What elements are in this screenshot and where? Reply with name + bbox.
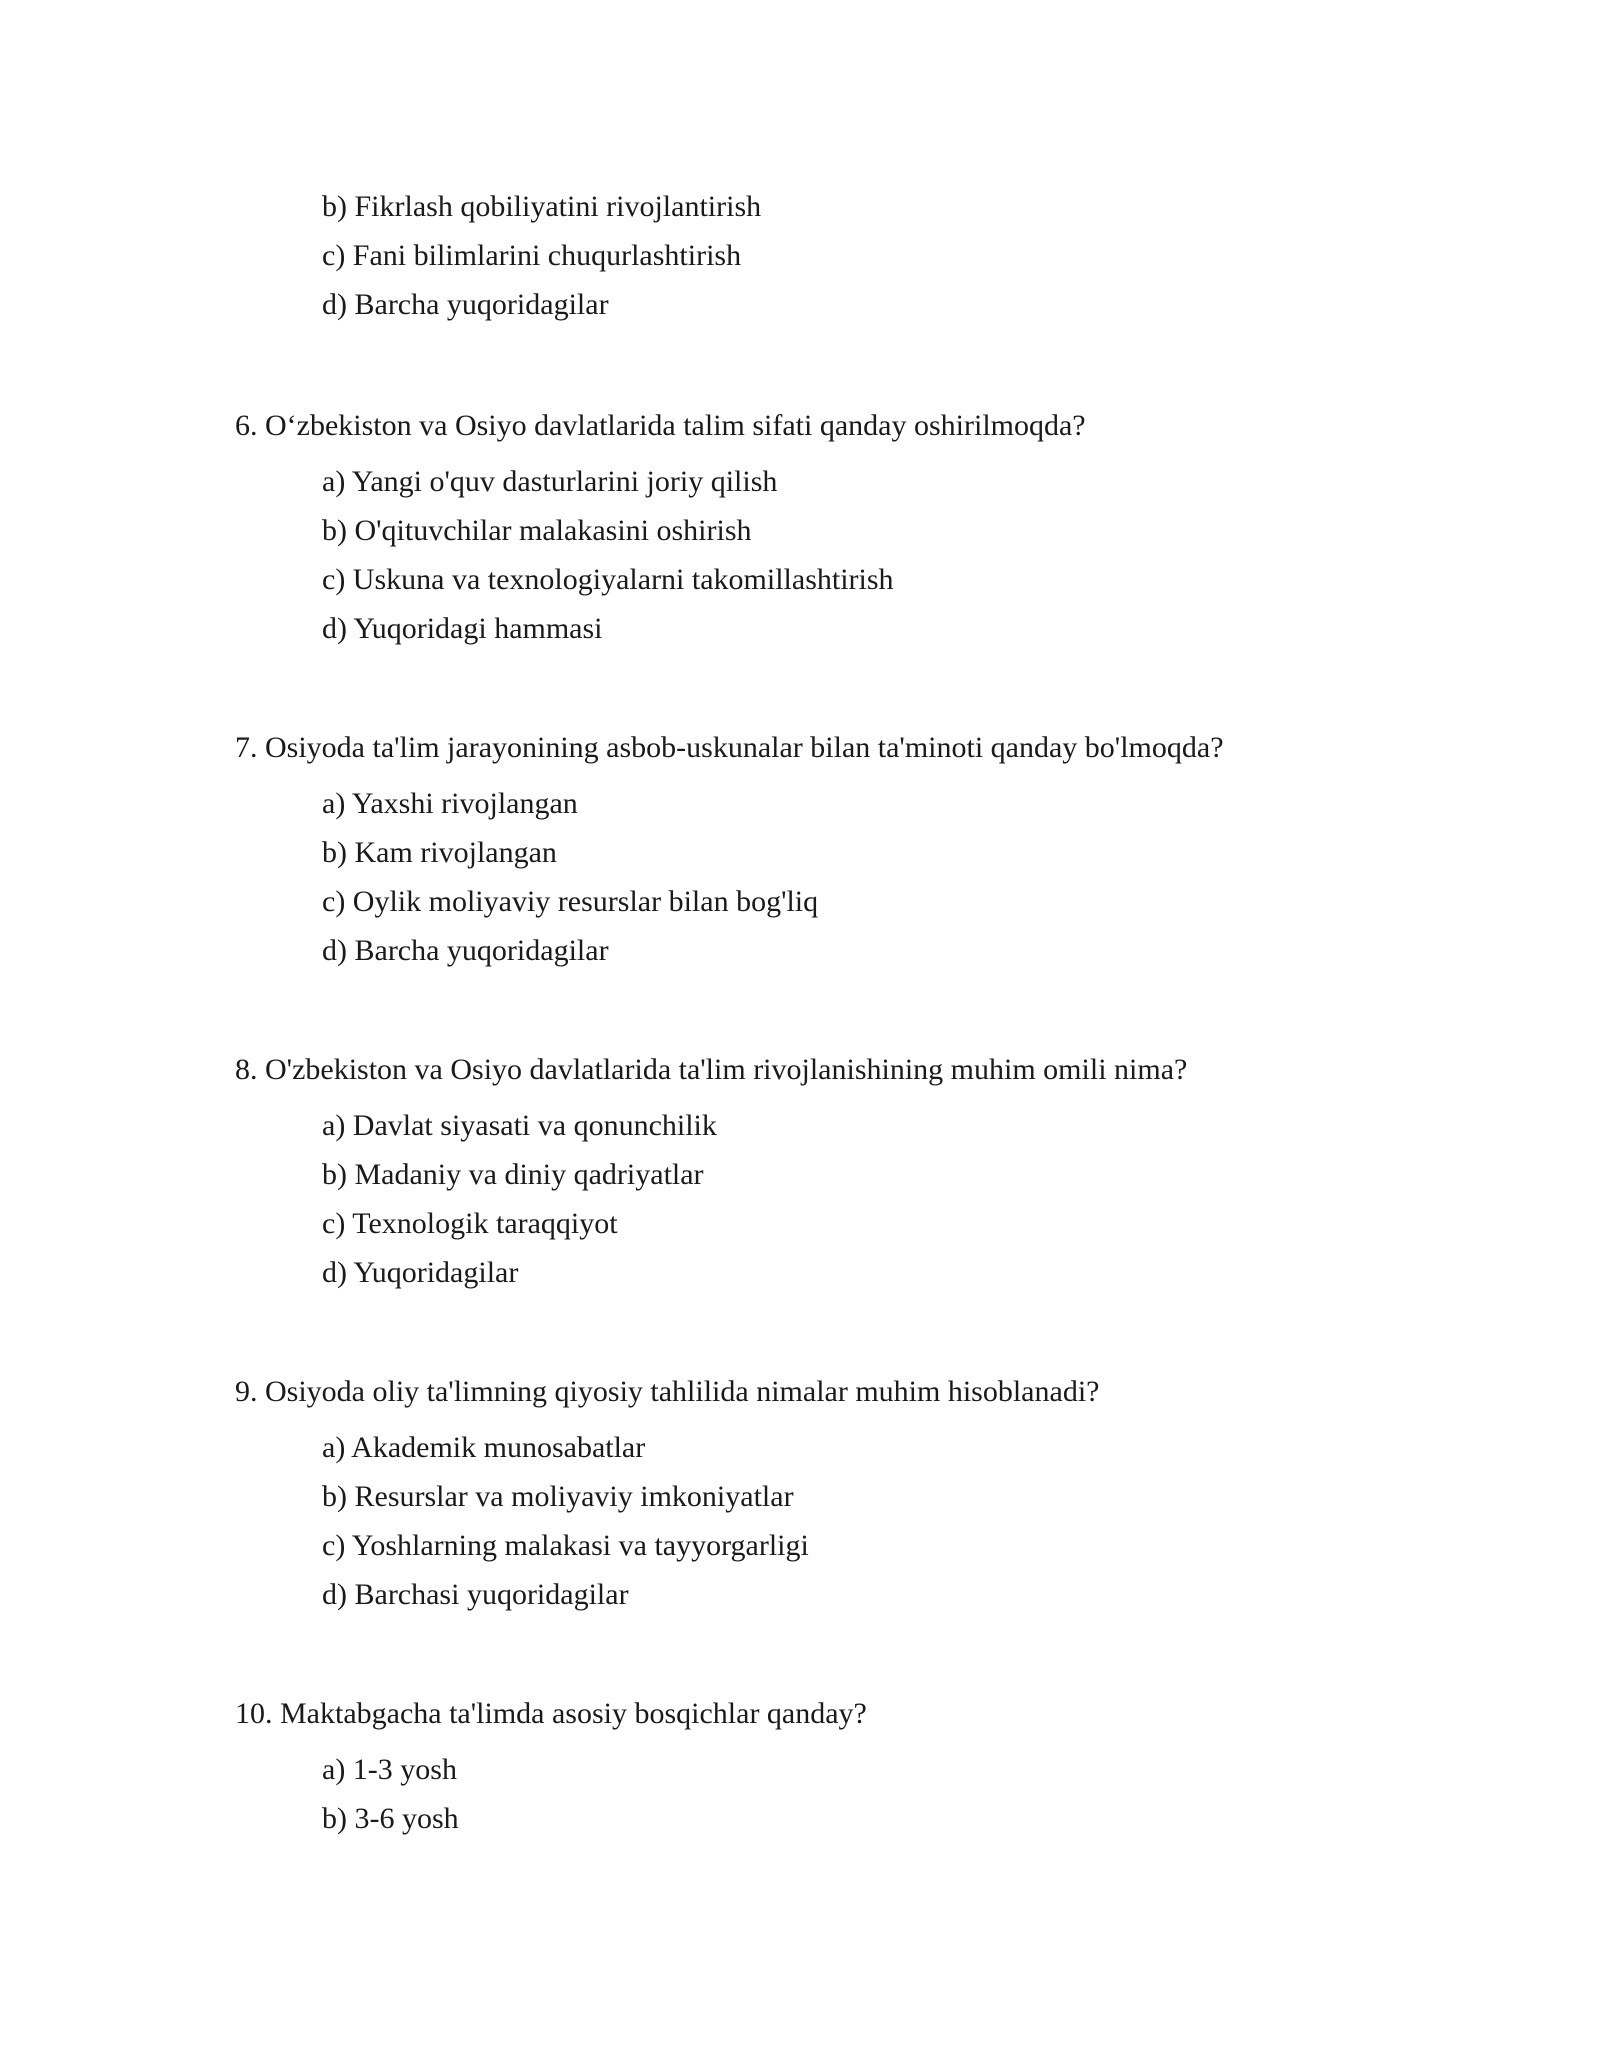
option-5b: b) Fikrlash qobiliyatini rivojlantirish bbox=[322, 190, 762, 223]
option-6b: b) O'qituvchilar malakasini oshirish bbox=[322, 514, 752, 547]
option-8b: b) Madaniy va diniy qadriyatlar bbox=[322, 1158, 704, 1191]
option-10a: a) 1-3 yosh bbox=[322, 1753, 457, 1786]
option-10b: b) 3-6 yosh bbox=[322, 1802, 459, 1835]
option-6c: c) Uskuna va texnologiyalarni takomillashtirish bbox=[322, 563, 894, 596]
option-5c: c) Fani bilimlarini chuqurlashtirish bbox=[322, 239, 742, 272]
option-7c: c) Oylik moliyaviy resurslar bilan bog'liq bbox=[322, 885, 819, 918]
option-6d: d) Yuqoridagi hammasi bbox=[322, 612, 603, 645]
option-9c: c) Yoshlarning malakasi va tayyorgarligi bbox=[322, 1529, 809, 1562]
question-6-text: 6. O‘zbekiston va Osiyo davlatlarida talim sifati qanday oshirilmoqda? bbox=[235, 409, 1086, 442]
option-9a: a) Akademik munosabatlar bbox=[322, 1431, 646, 1464]
question-10-text: 10. Maktabgacha ta'limda asosiy bosqichlar qanday? bbox=[235, 1697, 867, 1730]
option-5d: d) Barcha yuqoridagilar bbox=[322, 288, 609, 321]
question-9-text: 9. Osiyoda oliy ta'limning qiyosiy tahlilida nimalar muhim hisoblanadi? bbox=[235, 1375, 1100, 1408]
option-9d: d) Barchasi yuqoridagilar bbox=[322, 1578, 629, 1611]
option-8d: d) Yuqoridagilar bbox=[322, 1256, 519, 1289]
question-7-text: 7. Osiyoda ta'lim jarayonining asbob-uskunalar bilan ta'minoti qanday bo'lmoqda? bbox=[235, 731, 1224, 764]
question-8-text: 8. O'zbekiston va Osiyo davlatlarida ta'lim rivojlanishining muhim omili nima? bbox=[235, 1053, 1188, 1086]
option-7d: d) Barcha yuqoridagilar bbox=[322, 934, 609, 967]
option-8a: a) Davlat siyasati va qonunchilik bbox=[322, 1109, 717, 1142]
option-6a: a) Yangi o'quv dasturlarini joriy qilish bbox=[322, 465, 778, 498]
option-8c: c) Texnologik taraqqiyot bbox=[322, 1207, 618, 1240]
option-9b: b) Resurslar va moliyaviy imkoniyatlar bbox=[322, 1480, 794, 1513]
option-7b: b) Kam rivojlangan bbox=[322, 836, 557, 869]
option-7a: a) Yaxshi rivojlangan bbox=[322, 787, 578, 820]
